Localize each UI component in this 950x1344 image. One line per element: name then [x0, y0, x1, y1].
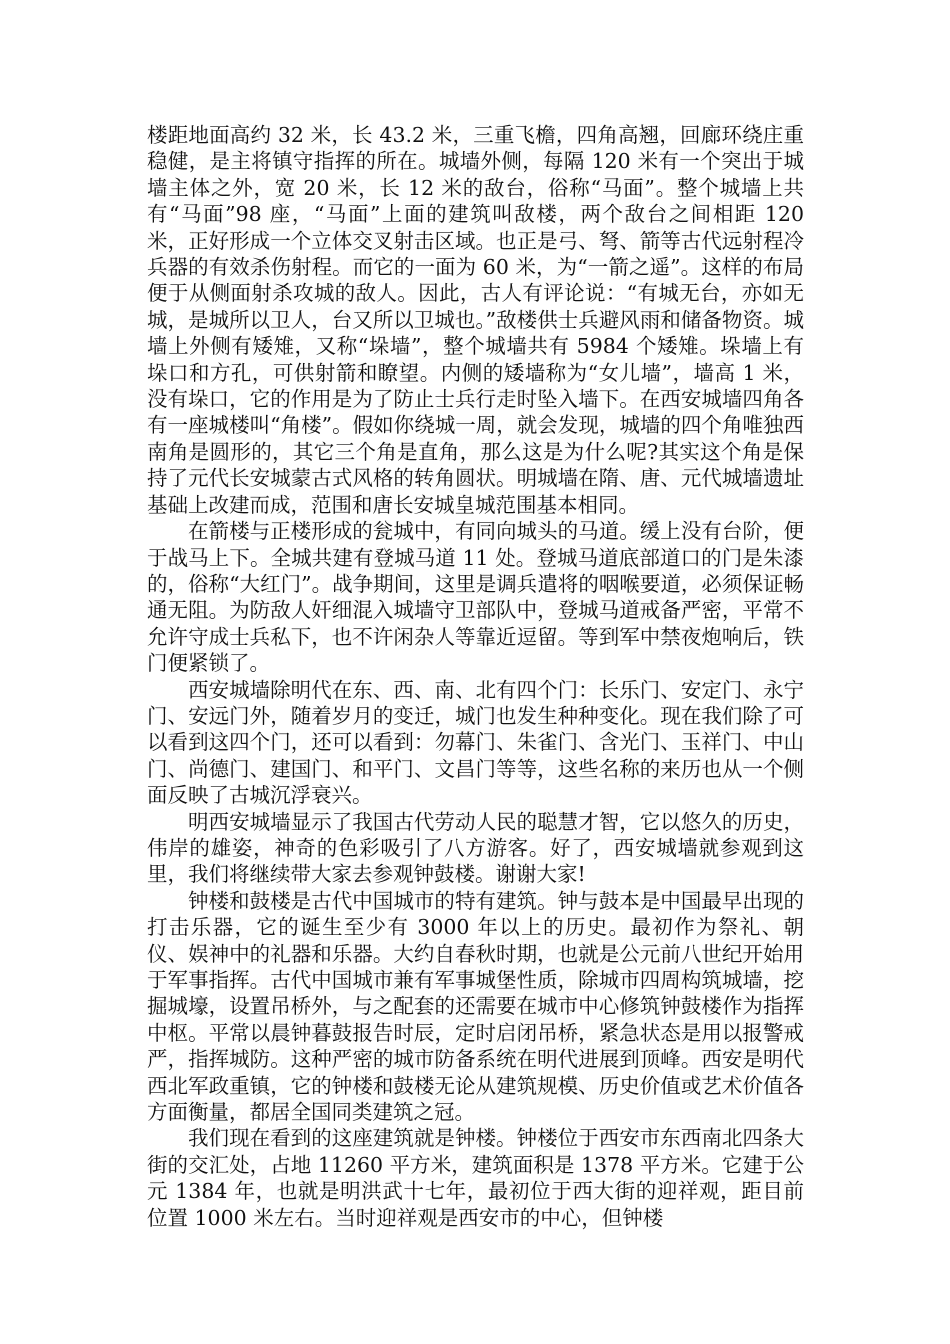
- paragraph-5: 钟楼和鼓楼是古代中国城市的特有建筑。钟与鼓本是中国最早出现的打击乐器，它的诞生至少有 3000 年以上的历史。最初作为祭礼、朝仪、娱神中的礼器和乐器。大约自春秋时期，也就是公元前八世纪开始用于军事指挥。古代中国城市兼有军事城堡性质，除城市四周构筑城墙，挖掘城壕，设置吊桥外，与之配套的还需要在城市中心修筑钟鼓楼作为指挥中枢。平常以晨钟暮鼓报告时辰，定时启闭吊桥，紧急状态是用以报警戒严，指挥城防。这种严密的城市防备系统在明代进展到顶峰。西安是明代西北军政重镇，它的钟楼和鼓楼无论从建筑规模、历史价值或艺术价值各方面衡量，都居全国同类建筑之冠。: [147, 888, 804, 1125]
- paragraph-4: 明西安城墙显示了我国古代劳动人民的聪慧才智，它以悠久的历史，伟岸的雄姿，神奇的色彩吸引了八方游客。好了，西安城墙就参观到这里，我们将继续带大家去参观钟鼓楼。谢谢大家!: [147, 809, 804, 887]
- document-body: [147, 122, 804, 1231]
- paragraph-2: 在箭楼与正楼形成的瓮城中，有同向城头的马道。缓上没有台阶，便于战马上下。全城共建有登城马道 11 处。登城马道底部道口的门是朱漆的，俗称“大红门”。战争期间，这里是调兵遣将的咽喉要道，必须保证畅通无阻。为防敌人奸细混入城墙守卫部队中，登城马道戒备严密，平常不允许守成士兵私下，也不许闲杂人等靠近逗留。等到军中禁夜炮响后，铁门便紧锁了。: [147, 519, 804, 676]
- paragraph-6: 我们现在看到的这座建筑就是钟楼。钟楼位于西安市东西南北四条大街的交汇处，占地 11260 平方米，建筑面积是 1378 平方米。它建于公元 1384 年，也就是明洪武十七年，最初位于西大街的迎祥观，距目前位置 1000 米左右。当时迎祥观是西安市的中心，但钟楼: [147, 1126, 804, 1230]
- paragraph-1: 楼距地面高约 32 米，长 43.2 米，三重飞檐，四角高翘，回廊环绕庄重稳健，是主将镇守指挥的所在。城墙外侧，每隔 120 米有一个突出于城墙主体之外，宽 20 米，长 12 米的敌台，俗称“马面”。整个城墙上共有“马面”98 座，“马面”上面的建筑叫敌楼，两个敌台之间相距 120 米，正好形成一个立体交叉射击区域。也正是弓、弩、箭等古代远射程冷兵器的有效杀伤射程。而它的一面为 60 米，为“一箭之遥”。这样的布局便于从侧面射杀攻城的敌人。因此，古人有评论说：“有城无台，亦如无城，是城所以卫人，台又所以卫城也。”敌楼供士兵避风雨和储备物资。城墙上外侧有矮雉，又称“垛墙”，整个城墙共有 5984 个矮雉。垛墙上有垛口和方孔，可供射箭和瞭望。内侧的矮墙称为“女儿墙”，墙高 1 米，没有垛口，它的作用是为了防止士兵行走时坠入墙下。在西安城墙四角各有一座城楼叫“角楼”。假如你绕城一周，就会发现，城墙的四个角唯独西南角是圆形的，其它三个角是直角，那么这是为什么呢?其实这个角是保持了元代长安城蒙古式风格的转角圆状。明城墙在隋、唐、元代城墙遗址基础上改建而成，范围和唐长安城皇城范围基本相同。: [147, 123, 804, 517]
- paragraph-3: 西安城墙除明代在东、西、南、北有四个门：长乐门、安定门、永宁门、安远门外，随着岁月的变迁，城门也发生种种变化。现在我们除了可以看到这四个门，还可以看到：勿幕门、朱雀门、含光门、玉祥门、中山门、尚德门、建国门、和平门、文昌门等等，这些名称的来历也从一个侧面反映了古城沉浮衰兴。: [147, 677, 804, 808]
